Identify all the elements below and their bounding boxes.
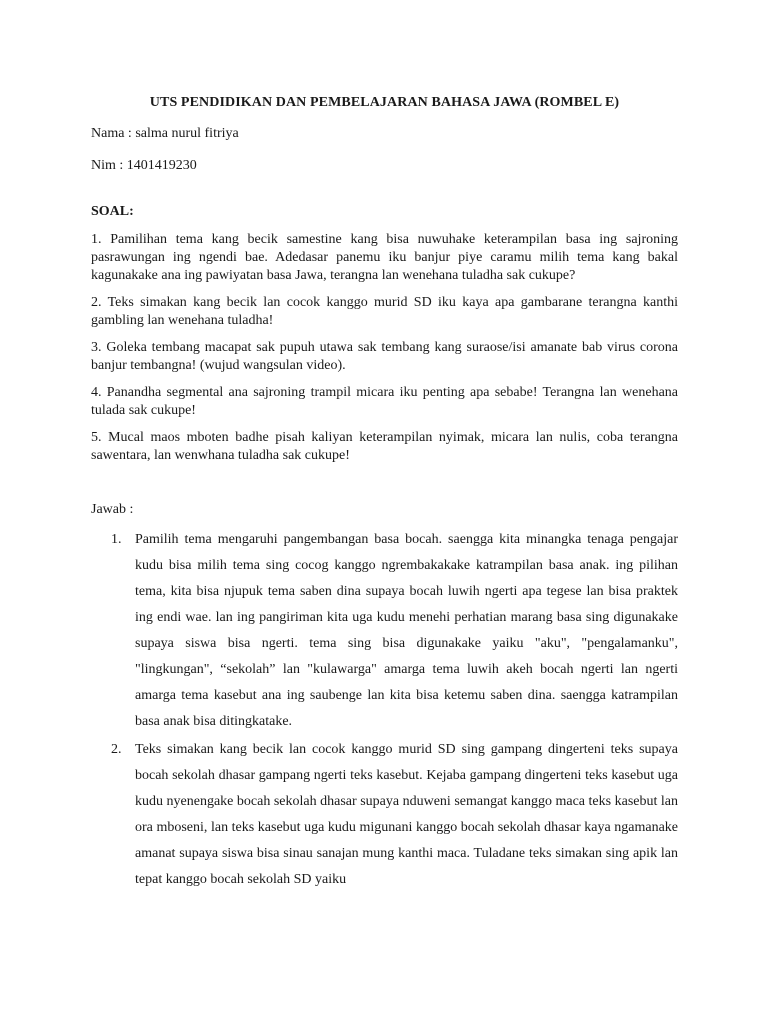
answer-number: 1. xyxy=(111,532,122,547)
answer-number: 2. xyxy=(111,742,122,757)
student-name: Nama : salma nurul fitriya xyxy=(91,126,239,141)
question-1: 1. Pamilihan tema kang becik samestine kang bisa nuwuhake keterampilan basa ing sajroning pasrawungan ing ngendi bae. Adedasar panemu iku banjur piye caramu milih tema kang bakal kagunakake ana ing pawiyatan basa Jawa, terangna lan wenehana tuladha sak cukupe? xyxy=(91,232,678,283)
question-5: 5. Mucal maos mboten badhe pisah kaliyan keterampilan nyimak, micara lan nulis, coba terangna sawentara, lan wenwhana tuladha sak cukupe! xyxy=(91,430,678,463)
student-id: Nim : 1401419230 xyxy=(91,158,197,173)
answer-text: Pamilih tema mengaruhi pangembangan basa bocah. saengga kita minangka tenaga pengajar kudu bisa milih tema sing cocog kanggo ngrembakakake katrampilan basa anak. ing pilihan tema, kita bisa njupuk tema saben dina supaya bocah luwih ngerti apa tegese lan bisa praktek ing endi wae. lan ing pangiriman kita uga kudu menehi perhatian marang basa sing digunakake supaya siswa bisa ngerti. tema sing bisa digunakake yaiku "aku", "pengalamanku", "lingkungan", “sekolah” lan "kulawarga" amarga tema luwih akeh bocah ngerti lan ngerti amarga tema kasebut ana ing saubenge lan kita bisa ketemu saben dina. saengga katrampilan basa anak bisa ditingkatake. xyxy=(135,532,678,729)
questions-heading: SOAL: xyxy=(91,204,134,219)
answer-1 xyxy=(91,527,678,735)
question-4: 4. Panandha segmental ana sajroning trampil micara iku penting apa sebabe! Terangna lan wenehana tulada sak cukupe! xyxy=(91,385,678,418)
document-page xyxy=(91,94,678,895)
answers-label: Jawab : xyxy=(91,502,134,517)
document-title: UTS PENDIDIKAN DAN PEMBELAJARAN BAHASA JAWA (ROMBEL E) xyxy=(149,95,620,110)
answer-text: Teks simakan kang becik lan cocok kanggo murid SD sing gampang dingerteni teks supaya bocah sekolah dhasar gampang ngerti teks kasebut. Kejaba gampang dingerteni teks kasebut uga kudu nyenengake bocah sekolah dhasar supaya nduweni semangat kanggo maca teks kasebut lan ora mboseni, lan teks kasebut uga kudu migunani kanggo bocah sekolah dhasar kaya ngamanake amanat supaya siswa bisa sinau sanajan mung kanthi maca. Tuladane teks simakan sing apik lan tepat kanggo bocah sekolah SD yaiku xyxy=(135,742,678,887)
question-2: 2. Teks simakan kang becik lan cocok kanggo murid SD iku kaya apa gambarane terangna kanthi gambling lan wenehana tuladha! xyxy=(91,295,678,328)
answers-list xyxy=(91,527,678,893)
answer-2 xyxy=(91,737,678,893)
question-3: 3. Goleka tembang macapat sak pupuh utawa sak tembang kang suraose/isi amanate bab virus corona banjur tembangna! (wujud wangsulan video). xyxy=(91,340,678,373)
